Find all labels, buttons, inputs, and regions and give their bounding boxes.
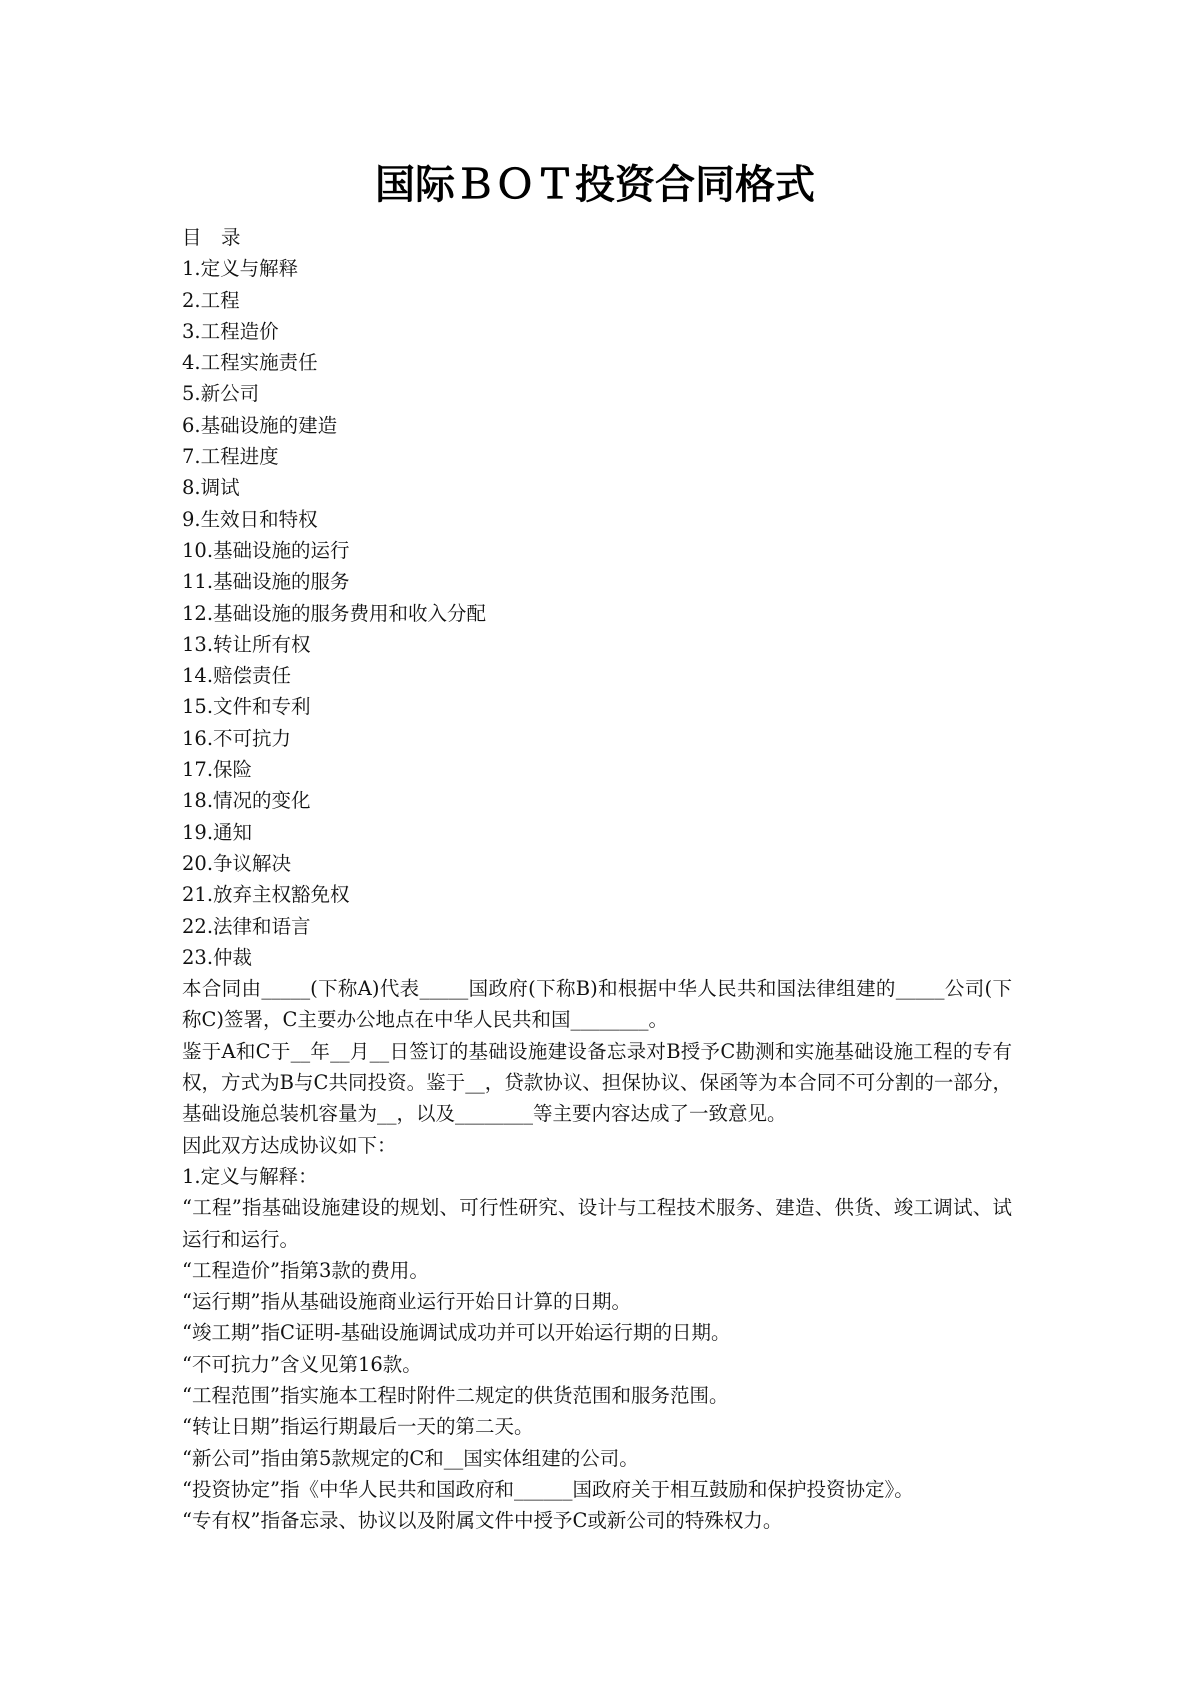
document-title: 国际ＢＯＴ投资合同格式 xyxy=(375,161,815,208)
preamble xyxy=(182,973,1012,1161)
toc-item: 4.工程实施责任 xyxy=(182,351,318,375)
toc-item: 18.情况的变化 xyxy=(182,789,311,813)
toc-item: 5.新公司 xyxy=(182,382,260,406)
definition-item: “工程”指基础设施建设的规划、可行性研究、设计与工程技术服务、建造、供货、竣工调试、试运行和运行。 xyxy=(182,1196,1012,1251)
section-heading: 1.定义与解释： xyxy=(182,1164,318,1188)
definition-item: “运行期”指从基础设施商业运行开始日计算的日期。 xyxy=(182,1290,631,1314)
toc-item: 2.工程 xyxy=(182,288,240,312)
definition-item: “工程范围”指实施本工程时附件二规定的供货范围和服务范围。 xyxy=(182,1383,729,1407)
toc-item: 15.文件和专利 xyxy=(182,695,311,719)
toc-heading: 目 录 xyxy=(182,226,241,249)
table-of-contents xyxy=(182,253,1012,973)
toc-item: 13.转让所有权 xyxy=(182,632,311,656)
preamble-parties: 本合同由_____(下称A)代表_____国政府(下称B)和根据中华人民共和国法律组建的_____公司(下称C)签署，C主要办公地点在中华人民共和国________。 xyxy=(182,977,1012,1032)
toc-item: 1.定义与解释 xyxy=(182,257,299,281)
preamble-recitals: 鉴于A和C于__年__月__日签订的基础设施建设备忘录对B授予C勘测和实施基础设施工程的专有权，方式为B与C共同投资。鉴于__，贷款协议、担保协议、保函等为本合同不可分割的一部分，基础设施总装机容量为__，以及________等主要内容达成了一致意见。 xyxy=(182,1039,1012,1126)
definition-item: “新公司”指由第5款规定的C和__国实体组建的公司。 xyxy=(182,1446,639,1470)
toc-item: 8.调试 xyxy=(182,476,240,500)
section-definitions xyxy=(182,1161,1012,1537)
toc-item: 17.保险 xyxy=(182,758,253,782)
toc-item: 19.通知 xyxy=(182,820,253,844)
toc-item: 7.工程进度 xyxy=(182,445,279,469)
toc-item: 11.基础设施的服务 xyxy=(182,570,350,594)
toc-item: 21.放弃主权豁免权 xyxy=(182,883,350,907)
toc-item: 12.基础设施的服务费用和收入分配 xyxy=(182,601,487,625)
definition-item: “工程造价”指第3款的费用。 xyxy=(182,1258,429,1282)
definition-item: “不可抗力”含义见第16款。 xyxy=(182,1352,422,1376)
preamble-agreement: 因此双方达成协议如下： xyxy=(182,1133,397,1157)
toc-item: 6.基础设施的建造 xyxy=(182,413,338,437)
toc-item: 10.基础设施的运行 xyxy=(182,538,350,562)
definition-item: “投资协定”指《中华人民共和国政府和______国政府关于相互鼓励和保护投资协定》。 xyxy=(182,1477,914,1501)
toc-item: 9.生效日和特权 xyxy=(182,507,318,531)
toc-item: 23.仲裁 xyxy=(182,945,253,969)
toc-item: 14.赔偿责任 xyxy=(182,664,292,688)
toc-item: 22.法律和语言 xyxy=(182,914,311,938)
toc-item: 3.工程造价 xyxy=(182,319,279,343)
definition-item: “转让日期”指运行期最后一天的第二天。 xyxy=(182,1415,534,1439)
toc-item: 16.不可抗力 xyxy=(182,726,292,750)
definition-item: “专有权”指备忘录、协议以及附属文件中授予C或新公司的特殊权力。 xyxy=(182,1509,783,1533)
toc-item: 20.争议解决 xyxy=(182,851,292,875)
definition-item: “竣工期”指C证明-基础设施调试成功并可以开始运行期的日期。 xyxy=(182,1321,731,1345)
document-body xyxy=(182,222,1012,1536)
